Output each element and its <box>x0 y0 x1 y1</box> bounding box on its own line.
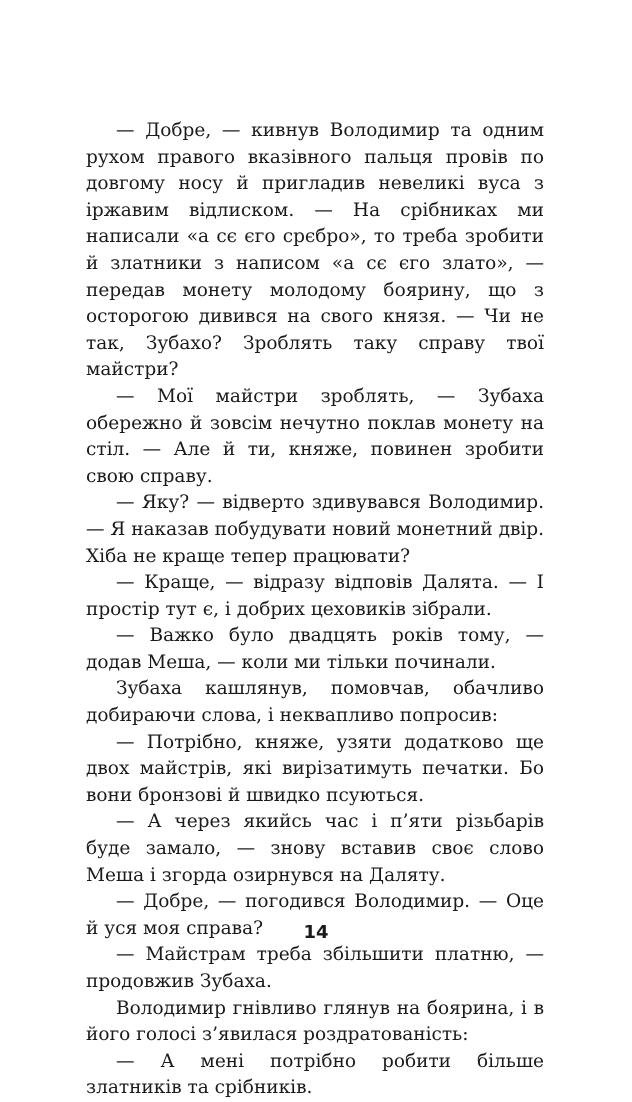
paragraph: — Важко було двадцять років тому, — додав Меша, — коли ми тільки починали. <box>86 625 544 673</box>
paragraph: — Потрібно, княже, узяти додатково ще двох майстрів, які вирізатимуть печатки. Бо вони бронзові й швидко псуються. <box>86 731 544 806</box>
paragraph: — А через якийсь час і п’яти різьбарів буде замало, — знову вставив своє слово Меша і згорда озирнувся на Даляту. <box>86 811 544 886</box>
paragraph: — Мої майстри зроблять, — Зубаха обережно й зовсім нечутно поклав монету на стіл. — Але й ти, княже, повинен зробити свою справу. <box>86 385 544 487</box>
paragraph: Зубаха кашлянув, помовчав, обачливо добираючи слова, і неквапливо попросив: <box>86 678 544 727</box>
paragraph: — Майстрам треба збільшити платню, — продовжив Зубаха. <box>86 944 544 992</box>
paragraph: — Яку? — відверто здивувався Володимир. — Я наказав побудувати новий монетний двір. Хіба не краще тепер працювати? <box>86 492 545 567</box>
page-text <box>86 118 544 1102</box>
paragraph: — Добре, — погодився Володимир. — Оце й уся моя справа? <box>86 891 544 939</box>
paragraph: — Краще, — відразу відповів Далята. — І простір тут є, і добрих цеховиків зібрали. <box>86 572 544 620</box>
page-number: 14 <box>303 922 329 943</box>
paragraph: Володимир гнівливо глянув на боярина, і в його голосі з’явилася роздратованість: <box>86 997 544 1046</box>
paragraph: — Добре, — кивнув Володимир та одним рухом правого вказівного пальця провів по довгому носу й пригладив невеликі вуса з іржавим відлиском. — На срібниках ми написали «а сє єго срєбро», то треба зробити й златники з написом «а сє єго злато», — передав монету молодому боярину, що з осторогою дивився на свого князя. — Чи не так, Зубахо? Зроблять таку справу твої майстри? <box>86 120 544 381</box>
paragraph: — А мені потрібно робити більше златників та срібників. <box>86 1050 544 1099</box>
